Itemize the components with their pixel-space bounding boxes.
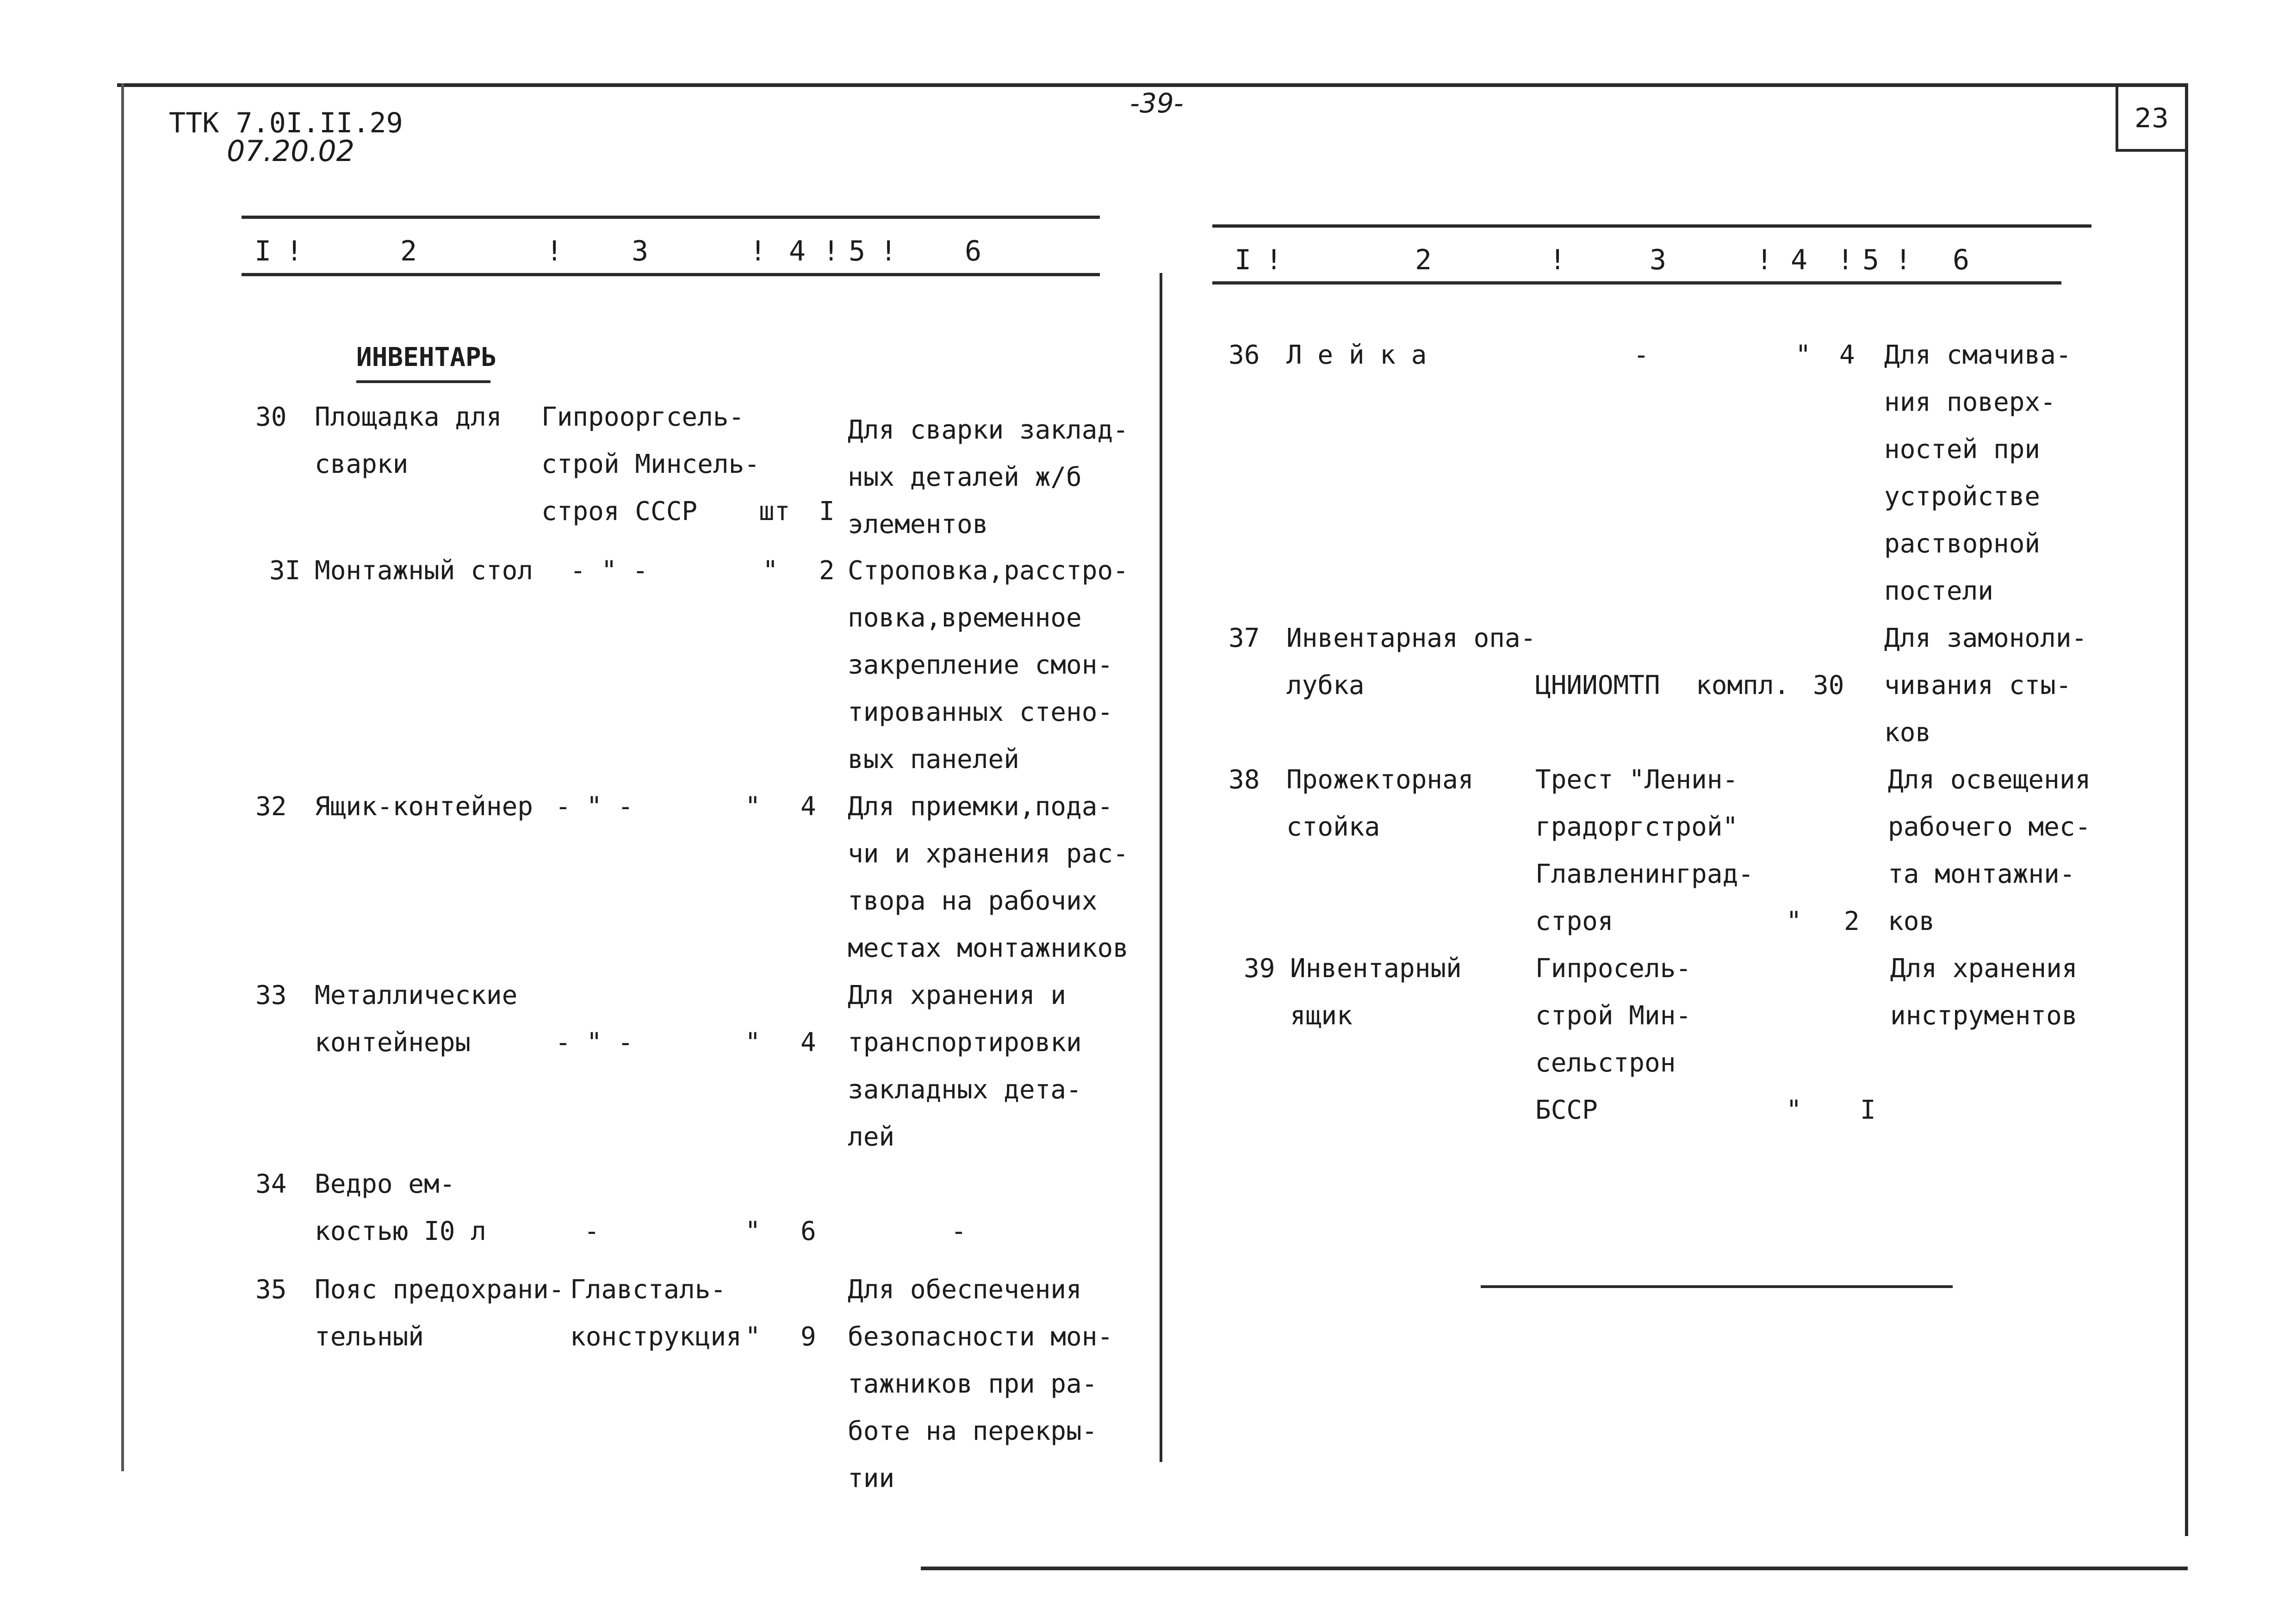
item-source-line: - bbox=[584, 1216, 600, 1246]
right-col-header-5: 5 bbox=[1862, 244, 1880, 276]
item-purpose-line: тажников при ра- bbox=[848, 1369, 1098, 1399]
right-header-top-rule bbox=[1212, 224, 2091, 228]
item-source-line: конструкция bbox=[570, 1322, 742, 1352]
item-purpose-line: ния поверх- bbox=[1884, 387, 2056, 417]
item-name-line: Ящик-контейнер bbox=[315, 792, 534, 822]
item-purpose-line: тированных стено- bbox=[848, 697, 1113, 727]
item-quantity: 6 bbox=[800, 1216, 816, 1246]
left-col-header-2: 2 bbox=[400, 235, 417, 267]
item-quantity: 2 bbox=[819, 556, 835, 586]
document-code-handwritten: 07.20.02 bbox=[227, 134, 355, 168]
item-purpose-line: Для замоноли- bbox=[1884, 623, 2087, 653]
item-name-line: тельный bbox=[315, 1322, 424, 1352]
item-purpose-line: растворной bbox=[1884, 529, 2041, 559]
item-source-line: Главсталь- bbox=[570, 1275, 726, 1305]
item-source-line: сельстрон bbox=[1535, 1048, 1676, 1078]
item-purpose-line: инструментов bbox=[1890, 1001, 2078, 1031]
item-purpose-line: чивания сты- bbox=[1884, 670, 2072, 700]
item-purpose-line: - bbox=[951, 1216, 967, 1246]
item-name-line: стойка bbox=[1286, 812, 1380, 842]
right-col-sep: ! bbox=[1837, 244, 1854, 276]
item-purpose-line: местах монтажников bbox=[848, 933, 1129, 963]
item-source-line: - " - bbox=[555, 1028, 633, 1058]
section-title: ИНВЕНТАРЬ bbox=[356, 342, 497, 372]
item-source-line: Гипрооргсель- bbox=[541, 402, 745, 432]
item-name-line: лубка bbox=[1286, 670, 1365, 700]
item-purpose-line: ных деталей ж/б bbox=[848, 462, 1082, 492]
sheet-number: 23 bbox=[2135, 102, 2169, 134]
item-source-line: градоргстрой" bbox=[1535, 812, 1738, 842]
left-col-header-1: I bbox=[254, 235, 272, 267]
sheet-number-box bbox=[2116, 87, 2185, 152]
item-purpose-line: твора на рабочих bbox=[848, 886, 1098, 916]
row-number: 3I bbox=[269, 556, 301, 586]
left-col-header-4: 4 bbox=[789, 235, 806, 267]
document-code: ТТК 7.0I.II.29 bbox=[169, 107, 403, 139]
item-unit: " bbox=[745, 1028, 761, 1058]
item-source-line: Трест "Ленин- bbox=[1535, 765, 1738, 795]
item-name-line: Металлические bbox=[315, 980, 518, 1010]
item-purpose-line: закрепление смон- bbox=[848, 650, 1113, 680]
item-unit: " bbox=[763, 556, 778, 586]
item-quantity: 2 bbox=[1844, 906, 1860, 936]
item-purpose-line: рабочего мес- bbox=[1888, 812, 2091, 842]
item-unit: " bbox=[1786, 1095, 1802, 1125]
item-purpose-line: Для обеспечения bbox=[848, 1275, 1082, 1305]
row-number: 34 bbox=[255, 1169, 287, 1199]
page-number: -39- bbox=[1130, 87, 1184, 119]
right-col-sep: ! bbox=[1756, 244, 1773, 276]
item-name-line: костью I0 л bbox=[315, 1216, 486, 1246]
column-divider bbox=[1160, 273, 1162, 1462]
item-source-line: строй Мин- bbox=[1535, 1001, 1692, 1031]
item-purpose-line: безопасности мон- bbox=[848, 1322, 1113, 1352]
item-purpose-line: тии bbox=[848, 1463, 895, 1493]
item-purpose-line: ков bbox=[1884, 718, 1931, 748]
right-col-header-4: 4 bbox=[1791, 244, 1808, 276]
right-col-header-6: 6 bbox=[1953, 244, 1970, 276]
left-col-sep: ! bbox=[823, 235, 840, 267]
item-unit: " bbox=[745, 792, 761, 822]
item-purpose-line: вых панелей bbox=[848, 744, 1019, 774]
item-purpose-line: устройстве bbox=[1884, 482, 2041, 512]
item-purpose-line: Для хранения и bbox=[848, 980, 1067, 1010]
row-number: 33 bbox=[255, 980, 287, 1010]
row-number: 39 bbox=[1244, 954, 1275, 984]
row-number: 35 bbox=[255, 1275, 287, 1305]
item-purpose-line: повка,временное bbox=[848, 603, 1082, 633]
left-col-header-3: 3 bbox=[632, 235, 649, 267]
item-name-line: контейнеры bbox=[315, 1028, 471, 1058]
left-col-sep: ! bbox=[546, 235, 563, 267]
item-source-line: - bbox=[1633, 340, 1649, 370]
item-purpose-line: Для сварки заклад- bbox=[848, 415, 1129, 445]
item-unit: компл. bbox=[1696, 670, 1790, 700]
item-purpose-line: Для смачива- bbox=[1884, 340, 2072, 370]
left-col-header-5: 5 bbox=[849, 235, 866, 267]
item-name-line: Прожекторная bbox=[1286, 765, 1474, 795]
item-purpose-line: боте на перекры- bbox=[848, 1416, 1098, 1446]
item-purpose-line: постели bbox=[1884, 576, 1994, 606]
item-purpose-line: лей bbox=[848, 1122, 895, 1152]
item-purpose-line: транспортировки bbox=[848, 1028, 1082, 1058]
left-header-bottom-rule bbox=[242, 273, 1100, 276]
item-source-line: БССР bbox=[1535, 1095, 1598, 1125]
item-purpose-line: Строповка,расстро- bbox=[848, 556, 1129, 586]
item-unit: " bbox=[745, 1216, 761, 1246]
item-quantity: 4 bbox=[1839, 340, 1855, 370]
frame-bottom-border bbox=[921, 1567, 2188, 1570]
item-source-line: - " - bbox=[555, 792, 633, 822]
item-name-line: Ведро ем- bbox=[315, 1169, 455, 1199]
left-col-sep: ! bbox=[750, 235, 767, 267]
right-col-header-2: 2 bbox=[1415, 244, 1432, 276]
item-purpose-line: ностей при bbox=[1884, 434, 2041, 465]
item-quantity: 4 bbox=[800, 1028, 816, 1058]
section-title-underline bbox=[356, 380, 490, 383]
right-col-header-1: I bbox=[1235, 244, 1252, 276]
row-number: 38 bbox=[1229, 765, 1260, 795]
frame-top-border bbox=[117, 83, 2188, 87]
item-quantity: I bbox=[819, 496, 835, 527]
item-quantity: 30 bbox=[1813, 670, 1844, 700]
row-number: 36 bbox=[1229, 340, 1260, 370]
item-source-line: строй Минсель- bbox=[541, 449, 760, 479]
item-name-line: Площадка для bbox=[315, 402, 502, 432]
item-source-line: - " - bbox=[570, 556, 648, 586]
item-name-line: Инвентарная опа- bbox=[1286, 623, 1536, 653]
right-col-sep: ! bbox=[1549, 244, 1566, 276]
item-purpose-line: ков bbox=[1888, 906, 1935, 936]
item-quantity: 4 bbox=[800, 792, 816, 822]
left-col-sep: ! bbox=[880, 235, 897, 267]
item-name-line: Монтажный стол bbox=[315, 556, 534, 586]
item-source-line: Гипросель- bbox=[1535, 954, 1692, 984]
left-header-top-rule bbox=[242, 216, 1100, 219]
item-purpose-line: Для приемки,пода- bbox=[848, 792, 1113, 822]
row-number: 30 bbox=[255, 402, 287, 432]
item-unit: шт bbox=[759, 496, 790, 527]
item-source-line: Главленинград- bbox=[1535, 859, 1754, 889]
frame-right-border bbox=[2185, 83, 2188, 1536]
item-source-line: строя СССР bbox=[541, 496, 698, 527]
item-purpose-line: Для освещения bbox=[1888, 765, 2091, 795]
item-quantity: I bbox=[1860, 1095, 1876, 1125]
item-source-line: ЦНИИОМТП bbox=[1535, 670, 1660, 700]
item-purpose-line: закладных дета- bbox=[848, 1075, 1082, 1105]
item-name-line: Пояс предохрани- bbox=[315, 1275, 565, 1305]
left-col-header-6: 6 bbox=[965, 235, 982, 267]
left-col-sep: ! bbox=[286, 235, 303, 267]
row-number: 37 bbox=[1229, 623, 1260, 653]
item-purpose-line: чи и хранения рас- bbox=[848, 839, 1129, 869]
item-unit: " bbox=[1786, 906, 1802, 936]
item-source-line: строя bbox=[1535, 906, 1613, 936]
item-quantity: 9 bbox=[800, 1322, 816, 1352]
right-header-bottom-rule bbox=[1212, 281, 2061, 285]
item-name-line: Инвентарный bbox=[1290, 954, 1462, 984]
right-col-sep: ! bbox=[1266, 244, 1283, 276]
table-end-rule bbox=[1481, 1285, 1953, 1288]
row-number: 32 bbox=[255, 792, 287, 822]
item-purpose-line: элементов bbox=[848, 509, 988, 539]
frame-left-border bbox=[121, 83, 124, 1471]
right-col-header-3: 3 bbox=[1650, 244, 1667, 276]
item-name-line: Л е й к а bbox=[1286, 340, 1427, 370]
item-purpose-line: Для хранения bbox=[1890, 954, 2078, 984]
item-unit: " bbox=[745, 1322, 761, 1352]
item-name-line: сварки bbox=[315, 449, 409, 479]
item-purpose-line: та монтажни- bbox=[1888, 859, 2075, 889]
right-col-sep: ! bbox=[1895, 244, 1912, 276]
item-name-line: ящик bbox=[1290, 1001, 1353, 1031]
item-unit: " bbox=[1795, 340, 1811, 370]
